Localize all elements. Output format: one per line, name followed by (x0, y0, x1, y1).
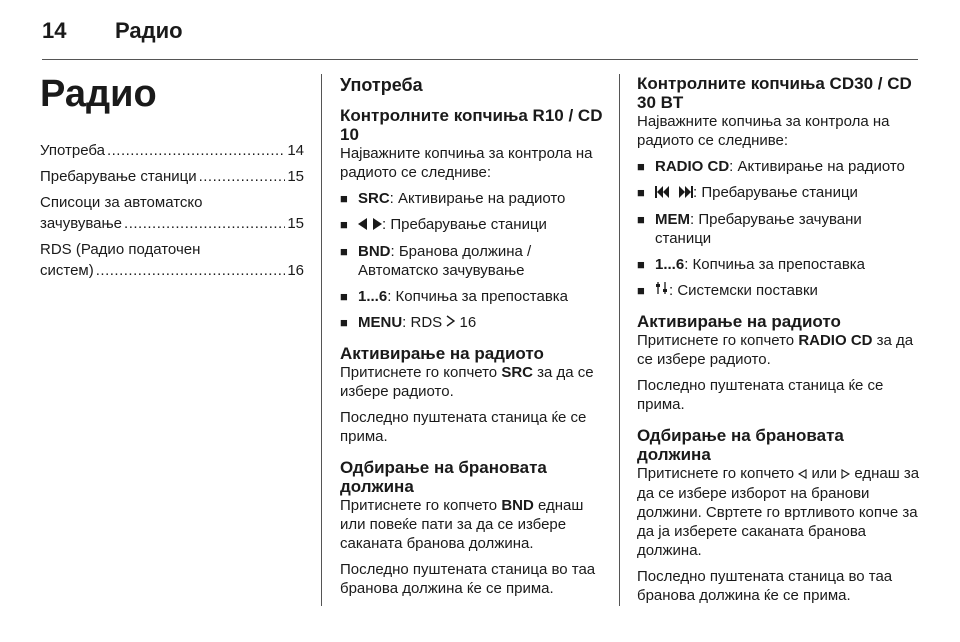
list-item (340, 189, 608, 208)
key-label: SRC (358, 190, 390, 207)
header-title: Радио (115, 18, 183, 43)
key-label: BND (501, 497, 534, 515)
toc-entry-rds[interactable] (40, 239, 304, 281)
small-left-triangle-icon (798, 465, 807, 484)
toc-label-line1: Списоци за автоматско (40, 194, 203, 211)
column-cd30 (637, 74, 922, 612)
list-item (637, 157, 922, 176)
list-item (340, 215, 608, 235)
small-right-triangle-icon (841, 465, 850, 484)
paragraph: Последно пуштената станица во таа бранова должина ќе се прима. (340, 561, 596, 598)
list-item (340, 313, 608, 333)
column-usage (340, 74, 608, 605)
subsection-title: Контролните копчиња R10 / CD 10 (340, 106, 603, 144)
toc-entry-tuning[interactable] (40, 166, 304, 187)
key-label: 1...6 (358, 287, 388, 305)
item-text: : Бранова должина / Автоматско зачувување (358, 242, 532, 279)
key-label: SRC (501, 364, 533, 382)
settings-icon (655, 281, 669, 300)
page-header (0, 0, 960, 60)
key-label: BND (358, 242, 391, 260)
subsection-title: Контролните копчиња CD30 / CD 30 BT (637, 74, 912, 112)
toc-entry-usage[interactable] (40, 140, 304, 161)
toc-label: зачувување (40, 215, 123, 232)
key-label: MENU (358, 313, 403, 331)
subsection-title: Одбирање на брановата должина (340, 458, 547, 497)
item-text: : RDS (402, 313, 443, 331)
toc-page: 14 (287, 142, 304, 159)
reference-arrow-icon (446, 313, 455, 332)
left-right-arrow-icon (358, 216, 382, 235)
item-text: : Активирање на радиото (729, 158, 905, 175)
column-divider-1 (321, 74, 322, 606)
header-rule (42, 59, 918, 60)
paragraph: Притиснете го копчето BND еднаш или повеќе пати за да се избере саканата бранова должина. (340, 497, 584, 553)
subsection-title: Одбирање на брановата должина (637, 426, 844, 465)
chapter-heading: Радио (40, 73, 157, 115)
item-text: : Пребарување станици (693, 184, 858, 201)
column-contents (40, 74, 304, 286)
intro-text: Најважните копчиња за контрола на радиото се следниве: (340, 145, 593, 181)
paragraph: Притиснете го копчето RADIO CD за да се избере радиото. (637, 332, 914, 369)
list-item (340, 242, 608, 280)
column-divider-2 (619, 74, 620, 606)
paragraph: Притиснете го копчето SRC за да се избере радиото. (340, 364, 594, 401)
toc-label-line1: RDS (Радио податочен (40, 241, 201, 258)
item-text: : Пребарување зачувани станици (655, 210, 862, 247)
key-label: 1...6 (655, 255, 685, 273)
item-text: : Копчиња за препоставка (684, 255, 866, 273)
list-item (637, 183, 922, 203)
subsection-title: Активирање на радиото (340, 344, 544, 364)
toc-entry-autostore[interactable] (40, 192, 304, 234)
section-title: Употреба (340, 75, 423, 95)
item-text: : Активирање на радиото (389, 190, 566, 207)
key-label: RADIO CD (655, 158, 730, 175)
key-label: MEM (655, 210, 690, 228)
list-item (637, 281, 922, 301)
control-list (340, 189, 608, 332)
paragraph: Последно пуштената станица ќе се прима. (340, 409, 587, 446)
list-item (637, 210, 922, 248)
key-label: RADIO CD (798, 332, 873, 350)
paragraph: Последно пуштената станица во таа бранова должина ќе се прима. (637, 567, 893, 604)
item-text: : Копчиња за препоставка (387, 287, 569, 305)
reference-page[interactable]: 16 (459, 313, 477, 331)
toc-label: систем) (40, 262, 94, 279)
control-list (637, 157, 922, 300)
item-text: : Пребарување станици (382, 216, 547, 233)
list-item (637, 255, 922, 274)
seek-back-forward-icon (655, 184, 693, 203)
toc-label: Употреба (40, 142, 105, 159)
page-number: 14 (42, 18, 67, 43)
subsection-title: Активирање на радиото (637, 312, 841, 332)
item-text: : Системски поставки (669, 281, 818, 299)
paragraph: Притиснете го копчето или еднаш за да се избере изборот на бранови должини. Свртете го вртливото копче за да ја изберете саканата бранова должина. (637, 465, 920, 559)
toc-label: Пребарување станици (40, 168, 197, 185)
list-item (340, 287, 608, 306)
toc-page: 16 (287, 262, 304, 279)
toc-page: 15 (287, 215, 304, 232)
paragraph: Последно пуштената станица ќе се прима. (637, 377, 884, 414)
toc-page: 15 (287, 168, 304, 185)
intro-text: Најважните копчиња за контрола на радиото се следниве: (637, 113, 890, 149)
